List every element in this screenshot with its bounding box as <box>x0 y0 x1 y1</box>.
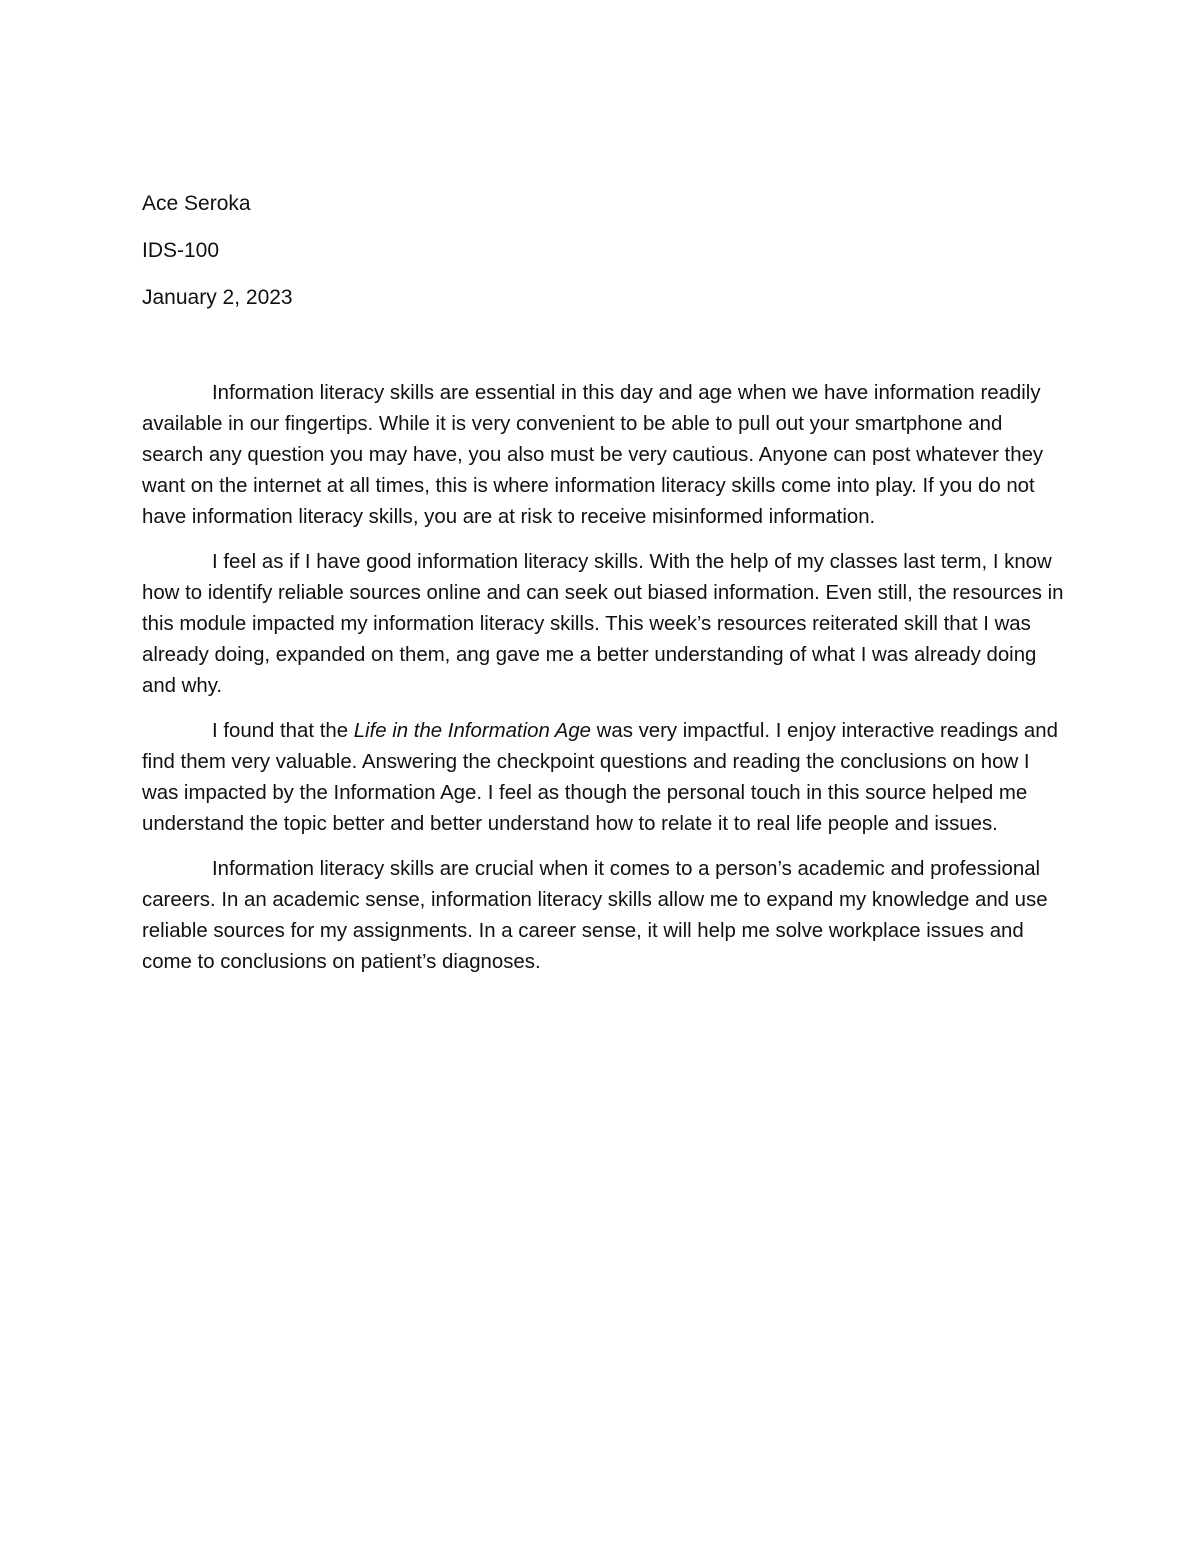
author-name: Ace Seroka <box>142 192 251 215</box>
source-title: Life in the Information Age <box>353 720 591 742</box>
course-code: IDS-100 <box>142 239 220 262</box>
paragraph-4: Information literacy skills are crucial when it comes to a person’s academic and professional careers. In an academic sense, information literacy skills allow me to expand my knowledge and use reliable sources for my assignments. In a career sense, it will help me solve workplace issues and come to conclusions on patient’s diagnoses. <box>142 858 1048 973</box>
paragraph-3 <box>142 716 1064 840</box>
paragraph-2: I feel as if I have good information literacy skills. With the help of my classes last term, I know how to identify reliable sources online and can seek out biased information. Even still, the resources in this module impacted my information literacy skills. This week’s resources reiterated skill that I was already doing, expanded on them, ang gave me a better understanding of what I was already doing and why. <box>142 551 1064 697</box>
paragraph-1: Information literacy skills are essential in this day and age when we have information readily available in our fingertips. While it is very convenient to be able to pull out your smartphone and search any question you may have, you also must be very cautious. Anyone can post whatever they want on the internet at all times, this is where information literacy skills come into play. If you do not have information literacy skills, you are at risk to receive misinformed information. <box>142 382 1044 528</box>
paragraph-3-rest: was very impactful. I enjoy interactive readings and find them very valuable. Answering the checkpoint questions and reading the conclusions on how I was impacted by the Information Age. I feel as though the personal touch in this source helped me understand the topic better and better understand how to relate it to real life people and issues. <box>142 720 1058 835</box>
paragraph-3-lead: I found that the <box>212 720 354 742</box>
document-date: January 2, 2023 <box>142 286 293 309</box>
essay-body <box>142 378 1064 992</box>
